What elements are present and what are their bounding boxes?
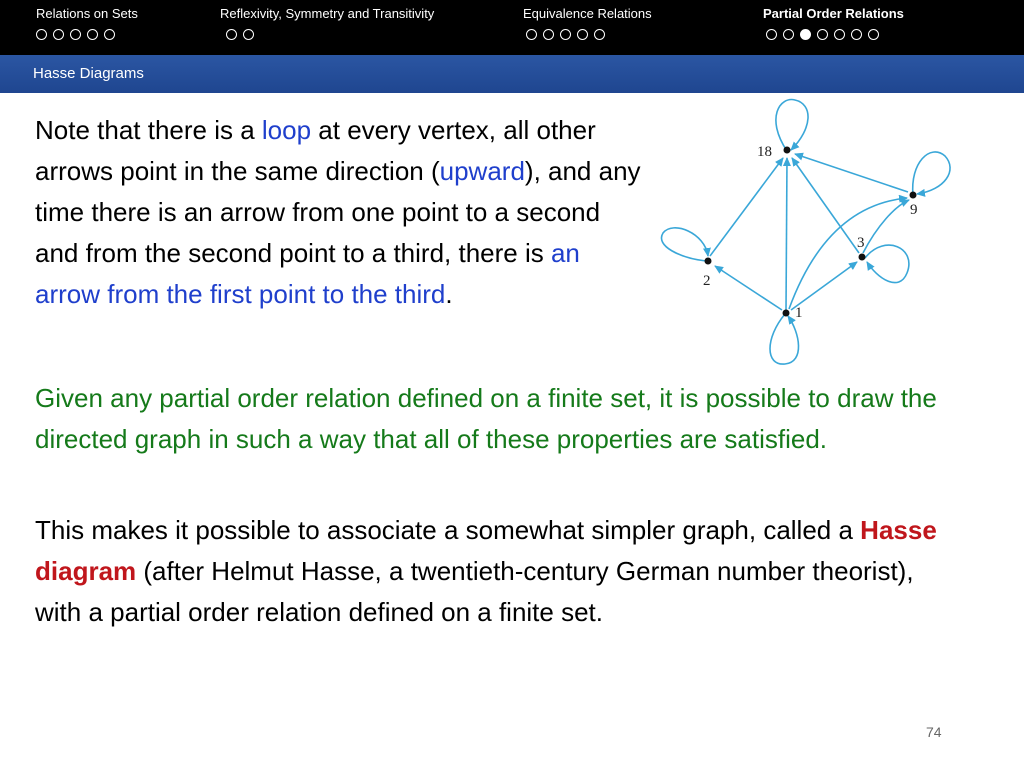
term-hasse-diagram: Hasse diagram <box>35 515 937 586</box>
nav-progress-dot[interactable] <box>783 29 794 40</box>
vertex-label-18: 18 <box>757 144 772 160</box>
nav-progress-dot[interactable] <box>868 29 879 40</box>
nav-progress-dot[interactable] <box>594 29 605 40</box>
vertex-1 <box>783 310 790 317</box>
nav-progress-dot[interactable] <box>851 29 862 40</box>
vertex-3 <box>859 254 866 261</box>
nav-progress-dot[interactable] <box>87 29 98 40</box>
para1-text-a: Note that there is a <box>35 115 262 145</box>
vertex-label-9: 9 <box>910 202 918 218</box>
page-number: 74 <box>926 724 942 740</box>
nav-section-partial-order-relations[interactable]: Partial Order Relations <box>763 6 904 21</box>
nav-section-equivalence-relations[interactable]: Equivalence Relations <box>523 6 652 21</box>
paragraph-hasse-intro <box>35 510 965 633</box>
para1-highlight-loop: loop <box>261 115 312 145</box>
para1-text-g: . <box>445 279 453 309</box>
vertex-9 <box>910 192 917 199</box>
para1-highlight-transitive-arrow: an arrow from the first point to the third <box>35 238 580 309</box>
loop-2 <box>661 228 708 261</box>
loop-1 <box>770 314 799 364</box>
para1-text-e: ), and any time there is an arrow from one point to a second and from the second point to a third, there is <box>35 156 641 268</box>
nav-progress-dot[interactable] <box>53 29 64 40</box>
para1-highlight-upward: upward <box>439 156 525 186</box>
nav-progress-dot[interactable] <box>817 29 828 40</box>
loop-3 <box>865 245 909 282</box>
vertex-label-2: 2 <box>703 273 711 289</box>
arrow-2-to-18 <box>710 158 783 256</box>
subsection-title: Hasse Diagrams <box>33 65 144 82</box>
nav-progress-dot[interactable] <box>36 29 47 40</box>
vertex-2 <box>705 258 712 265</box>
nav-progress-dot[interactable] <box>226 29 237 40</box>
nav-progress-dot[interactable] <box>526 29 537 40</box>
paragraph-properties <box>35 110 645 315</box>
loop-18 <box>776 100 808 151</box>
loop-9 <box>913 152 950 195</box>
paragraph-partial-order-statement: Given any partial order relation defined on a finite set, it is possible to draw the directed graph in such a way that all of these properties are satisfied. <box>35 383 937 454</box>
arrow-1-to-2 <box>715 266 782 310</box>
nav-progress-dot[interactable] <box>766 29 777 40</box>
nav-progress-dot[interactable] <box>800 29 811 40</box>
para3-text-c: (after Helmut Hasse, a twentieth-century German number theorist), with a partial order relation defined on a finite set. <box>35 556 914 627</box>
directed-graph-figure <box>655 98 955 366</box>
nav-section-reflexivity[interactable]: Reflexivity, Symmetry and Transitivity <box>220 6 435 21</box>
nav-progress-dot[interactable] <box>104 29 115 40</box>
arrow-1-to-3 <box>791 262 857 310</box>
nav-progress-dot[interactable] <box>70 29 81 40</box>
para1-text-c: at every vertex, all other arrows point in the same direction ( <box>35 115 596 186</box>
nav-progress-dot[interactable] <box>243 29 254 40</box>
para3-text-a: This makes it possible to associate a somewhat simpler graph, called a <box>35 515 861 545</box>
vertex-label-1: 1 <box>795 305 803 321</box>
subsection-bar <box>0 55 1024 93</box>
vertex-18 <box>784 147 791 154</box>
nav-progress-dot[interactable] <box>560 29 571 40</box>
nav-progress-dot[interactable] <box>577 29 588 40</box>
vertex-label-3: 3 <box>857 235 865 251</box>
nav-progress-dot[interactable] <box>543 29 554 40</box>
section-navigation-bar <box>0 0 1024 55</box>
arrow-1-to-18 <box>786 158 787 311</box>
nav-progress-dot[interactable] <box>834 29 845 40</box>
nav-section-relations-on-sets[interactable]: Relations on Sets <box>36 6 138 21</box>
